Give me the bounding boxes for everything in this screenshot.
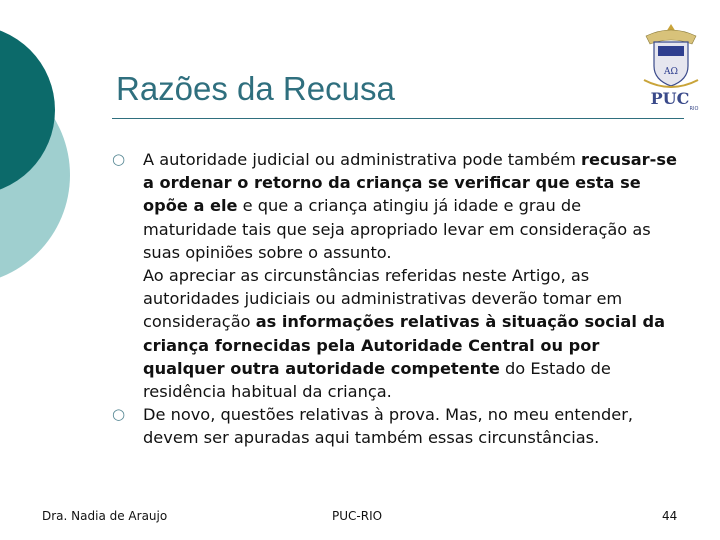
text-segment: A autoridade judicial ou administrativa pode também: [143, 150, 581, 169]
puc-rio-logo-icon: [636, 22, 706, 112]
svg-text:AΩ: AΩ: [664, 67, 678, 77]
bullet-item: [112, 403, 677, 449]
page-number: 44: [662, 509, 678, 523]
decorative-circles: [0, 0, 110, 300]
bullet-item: [112, 148, 677, 403]
text-segment: De novo, questões relativas à prova. Mas, no meu entender, devem ser apuradas aqui também essas circunstâncias.: [143, 405, 634, 448]
bullet-text: [143, 150, 677, 401]
slide-title: Razões da Recusa: [116, 70, 395, 107]
logo-text: PUC: [650, 89, 690, 108]
bullet-marker-icon: ○: [112, 150, 126, 168]
slide-content: [112, 148, 677, 450]
bullet-marker-icon: ○: [112, 405, 126, 424]
text-segment: e que a criança atingiu já idade e grau de maturidade tais que seja apropriado levar em consideração as suas opiniões sobre o assunto.: [143, 196, 651, 262]
text-segment: as informações relativas à situação social da criança fornecidas pela Autoridade Central ou por qualquer outra autoridade competente: [143, 312, 666, 378]
text-segment: Ao apreciar as circunstâncias referidas neste Artigo, as autoridades judiciais ou administrativas deverão tomar em consideração: [143, 266, 623, 332]
footer-center: PUC-RIO: [332, 509, 383, 523]
text-segment: do Estado de residência habitual da criança.: [143, 358, 611, 402]
title-divider: [112, 118, 684, 119]
footer-author: Dra. Nadia de Araujo: [42, 509, 168, 523]
text-segment: recusar-se a ordenar o retorno da criança se verificar que esta se opõe a ele: [143, 150, 677, 216]
logo-subtext: RIO: [689, 106, 699, 112]
bullet-text: [143, 405, 633, 447]
